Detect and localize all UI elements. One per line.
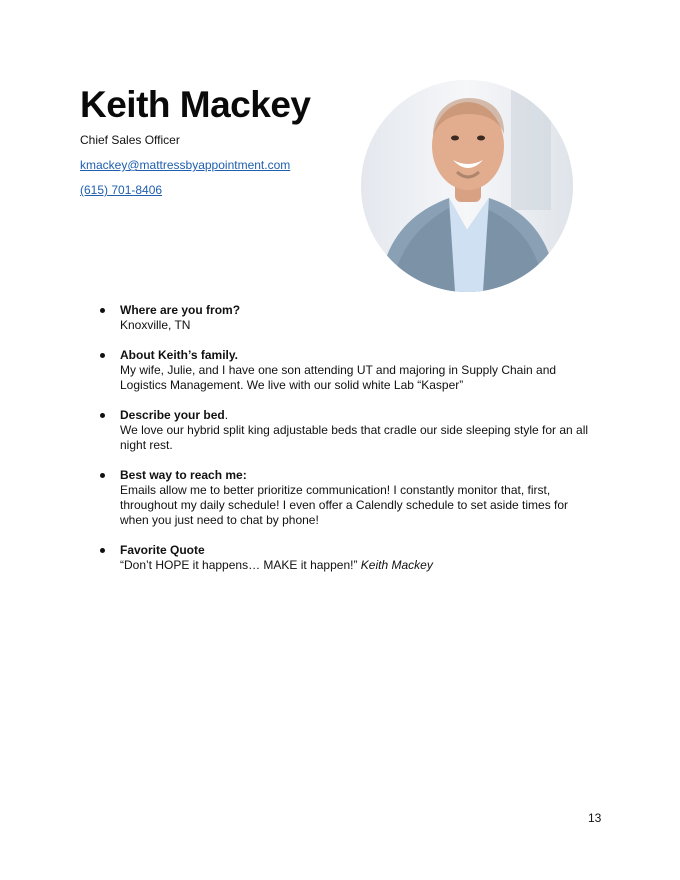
answer-text: We love our hybrid split king adjustable beds that cradle our side sleeping style for an all night rest. xyxy=(120,423,589,452)
person-name: Keith Mackey xyxy=(80,84,311,125)
quote-author: Keith Mackey xyxy=(360,558,433,572)
list-item xyxy=(98,468,598,528)
list-item xyxy=(98,303,598,333)
question-label: About Keith’s family. xyxy=(120,348,239,362)
job-title: Chief Sales Officer xyxy=(80,133,180,147)
answer-text xyxy=(120,558,598,573)
list-item xyxy=(98,408,598,453)
answer-text: Knoxville, TN xyxy=(120,318,191,332)
profile-photo xyxy=(361,80,573,292)
portrait-illustration xyxy=(361,80,573,292)
question-label: Describe your bed. xyxy=(120,408,229,422)
list-item xyxy=(98,348,598,393)
quote-text: “Don’t HOPE it happens… MAKE it happen!” xyxy=(120,558,358,572)
answer-text: My wife, Julie, and I have one son attending UT and majoring in Supply Chain and Logistics Management. We live with our solid white Lab “Kasper” xyxy=(120,363,557,392)
page-number: 13 xyxy=(588,811,602,825)
list-item xyxy=(98,543,598,573)
question-label: Best way to reach me: xyxy=(120,468,247,482)
qa-list xyxy=(98,303,598,588)
question-label: Where are you from? xyxy=(120,303,241,317)
answer-text: Emails allow me to better prioritize communication! I constantly monitor that, first, throughout my daily schedule! I even offer a Calendly schedule to set aside times for when you just need to chat by phone! xyxy=(120,483,569,527)
question-label: Favorite Quote xyxy=(120,543,205,557)
phone-link[interactable]: (615) 701-8406 xyxy=(80,183,163,197)
email-link[interactable]: kmackey@mattressbyappointment.com xyxy=(80,158,291,172)
